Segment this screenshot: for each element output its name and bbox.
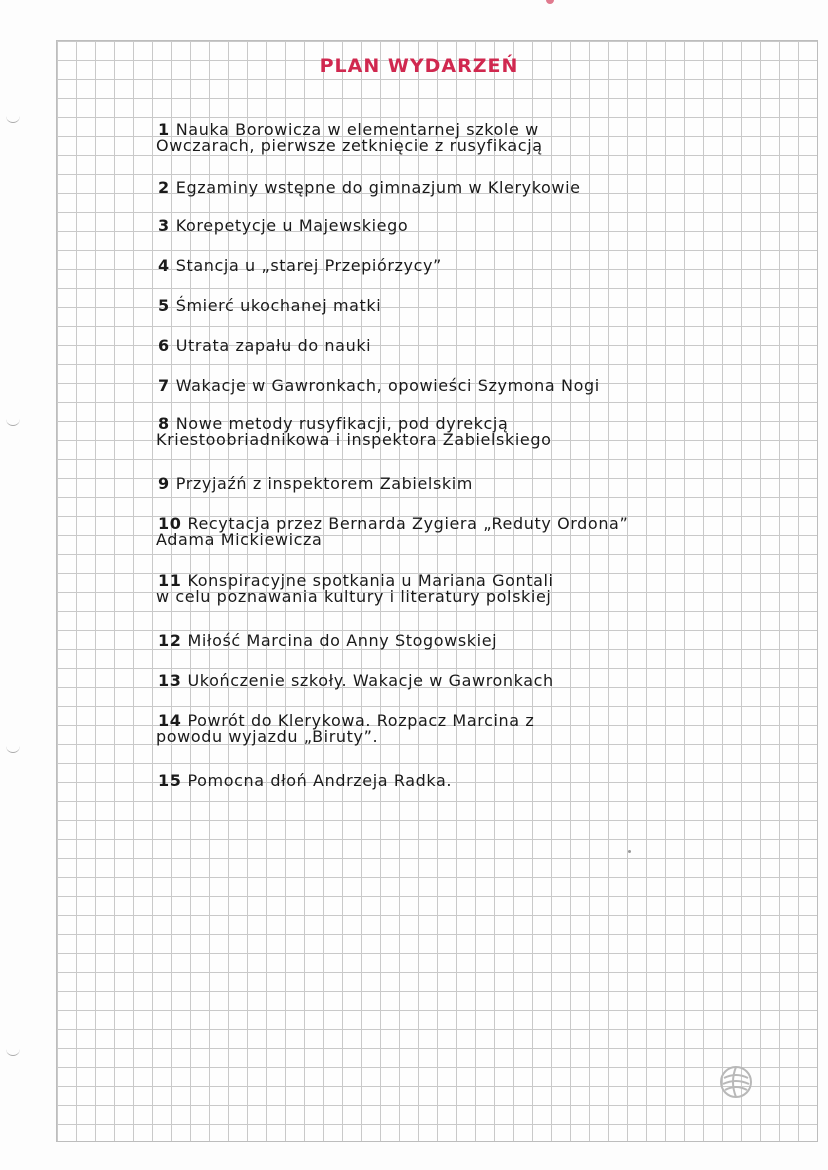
list-item <box>158 633 758 649</box>
item-text-continued: powodu wyjazdu „Biruty”. <box>156 727 379 746</box>
list-item <box>158 476 758 492</box>
item-number: 8 <box>158 414 170 433</box>
item-number: 11 <box>158 571 182 590</box>
item-number: 5 <box>158 296 170 315</box>
punch-hole-mark <box>6 1045 20 1056</box>
item-number: 7 <box>158 376 170 395</box>
item-text: Recytacja przez Bernarda Zygiera „Reduty Ordona” <box>187 514 629 533</box>
punch-hole-mark <box>6 112 20 123</box>
item-number: 10 <box>158 514 182 533</box>
item-text: Przyjaźń z inspektorem Zabielskim <box>175 474 473 493</box>
list-item <box>158 338 758 354</box>
item-number: 9 <box>158 474 170 493</box>
punch-hole-mark <box>6 742 20 753</box>
list-item <box>158 218 758 234</box>
item-number: 3 <box>158 216 170 235</box>
item-number: 1 <box>158 120 170 139</box>
item-text: Miłość Marcina do Anny Stogowskiej <box>187 631 498 650</box>
item-text: Konspiracyjne spotkania u Mariana Gontali <box>187 571 554 590</box>
globe-logo-icon <box>718 1064 754 1100</box>
item-text: Śmierć ukochanej matki <box>175 296 382 315</box>
list-item <box>158 258 758 274</box>
item-number: 6 <box>158 336 170 355</box>
item-number: 15 <box>158 771 182 790</box>
item-text: Wakacje w Gawronkach, opowieści Szymona Nogi <box>175 376 600 395</box>
item-text: Utrata zapału do nauki <box>175 336 372 355</box>
item-number: 2 <box>158 178 170 197</box>
item-text: Nauka Borowicza w elementarnej szkole w <box>175 120 539 139</box>
list-item <box>158 298 758 314</box>
punch-hole-mark <box>6 415 20 426</box>
list-item <box>158 516 758 548</box>
item-text: Ukończenie szkoły. Wakacje w Gawronkach <box>187 671 554 690</box>
item-text: Korepetycje u Majewskiego <box>175 216 409 235</box>
list-item <box>158 773 758 789</box>
list-item <box>158 122 758 154</box>
page-title: PLAN WYDARZEŃ <box>319 55 519 77</box>
item-text-continued: Kriestoobriadnikowa i inspektora Zabielskiego <box>156 430 552 449</box>
item-text-continued: Owczarach, pierwsze zetknięcie z rusyfikacją <box>156 136 543 155</box>
list-item <box>158 713 758 745</box>
item-text: Egzaminy wstępne do gimnazjum w Klerykowie <box>175 178 581 197</box>
list-item <box>158 416 758 448</box>
item-text: Powrót do Klerykowa. Rozpacz Marcina z <box>187 711 535 730</box>
pen-dot <box>628 850 631 853</box>
list-item <box>158 180 758 196</box>
page-edge-mark <box>546 0 554 4</box>
item-text-continued: Adama Mickiewicza <box>156 530 323 549</box>
item-number: 13 <box>158 671 182 690</box>
list-item <box>158 673 758 689</box>
item-number: 4 <box>158 256 170 275</box>
list-item <box>158 378 758 394</box>
item-number: 14 <box>158 711 182 730</box>
item-number: 12 <box>158 631 182 650</box>
list-item <box>158 573 758 605</box>
item-text: Pomocna dłoń Andrzeja Radka. <box>187 771 453 790</box>
item-text: Nowe metody rusyfikacji, pod dyrekcją <box>175 414 509 433</box>
item-text: Stancja u „starej Przepiórzycy” <box>175 256 442 275</box>
item-text-continued: w celu poznawania kultury i literatury polskiej <box>156 587 552 606</box>
